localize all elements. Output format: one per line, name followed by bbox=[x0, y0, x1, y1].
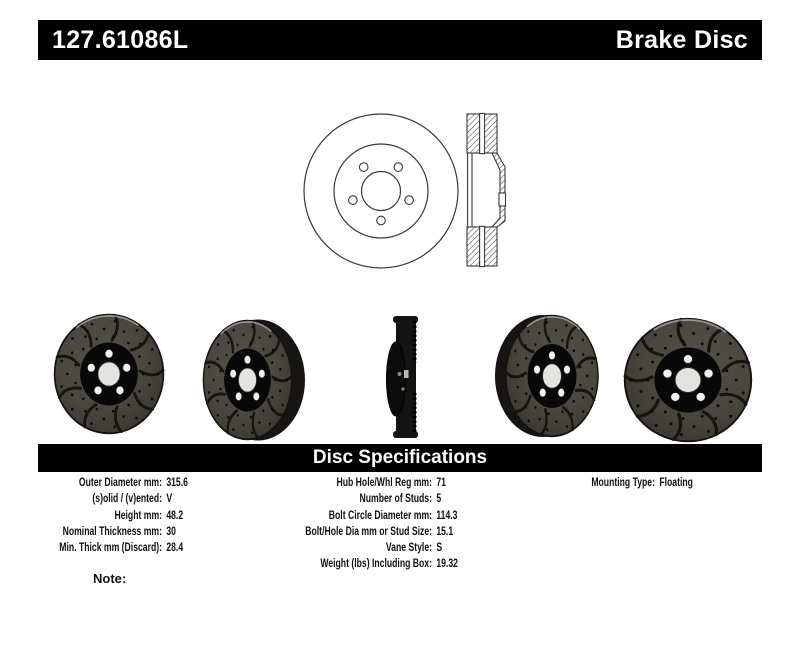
part-number: 127.61086L bbox=[52, 25, 189, 54]
spec-value: Floating bbox=[659, 475, 693, 489]
spec-value: V bbox=[166, 491, 173, 506]
header-bar bbox=[38, 20, 762, 60]
spec-label: Weight (lbs) Including Box: bbox=[320, 556, 432, 571]
spec-row bbox=[281, 474, 458, 490]
spec-label: Min. Thick mm (Discard): bbox=[59, 540, 162, 555]
spec-label: Bolt Circle Diameter mm: bbox=[328, 507, 432, 522]
spec-row bbox=[32, 474, 188, 490]
note-label: Note: bbox=[93, 571, 127, 586]
spec-row bbox=[32, 507, 188, 523]
spec-label: Outer Diameter mm: bbox=[78, 475, 162, 489]
spec-label: Nominal Thickness mm: bbox=[62, 523, 162, 538]
spec-value: 315.6 bbox=[166, 475, 188, 489]
spec-row bbox=[281, 539, 458, 555]
spec-section-title: Disc Specifications bbox=[312, 447, 488, 468]
rotor-photo-front-left bbox=[55, 315, 164, 434]
spec-value: 30 bbox=[166, 523, 176, 538]
rotor-photo-angled-left bbox=[203, 320, 305, 441]
spec-value: 19.32 bbox=[436, 556, 458, 571]
spec-value: 5 bbox=[436, 491, 442, 506]
spec-row bbox=[32, 523, 188, 539]
spec-label: Mounting Type: bbox=[591, 475, 655, 489]
rotor-photo-side bbox=[387, 316, 419, 438]
spec-label: Number of Studs: bbox=[359, 491, 432, 506]
spec-section-bar bbox=[38, 444, 762, 472]
spec-label: Hub Hole/Whl Reg mm: bbox=[336, 475, 432, 489]
spec-column-left bbox=[32, 474, 188, 555]
spec-label: Height mm: bbox=[114, 507, 162, 522]
spec-value: 71 bbox=[436, 475, 446, 489]
spec-row bbox=[32, 490, 188, 506]
spec-value: 114.3 bbox=[436, 507, 458, 522]
spec-row bbox=[281, 490, 458, 506]
cross-section-diagram bbox=[467, 113, 506, 266]
spec-value: 28.4 bbox=[166, 540, 184, 555]
spec-column-middle bbox=[281, 474, 458, 572]
spec-label: Vane Style: bbox=[385, 540, 432, 555]
spec-value: 15.1 bbox=[436, 523, 454, 538]
front-view-diagram bbox=[304, 114, 458, 268]
spec-label: Bolt/Hole Dia mm or Stud Size: bbox=[305, 523, 432, 538]
rotor-photo-angled-right bbox=[495, 315, 598, 437]
spec-column-right bbox=[554, 474, 693, 490]
spec-value: S bbox=[436, 540, 443, 555]
spec-row bbox=[32, 539, 188, 555]
spec-row bbox=[281, 555, 458, 571]
spec-row bbox=[281, 507, 458, 523]
spec-value: 48.2 bbox=[166, 507, 184, 522]
product-title: Brake Disc bbox=[615, 25, 748, 54]
spec-row bbox=[281, 523, 458, 539]
spec-label: (s)olid / (v)ented: bbox=[92, 491, 162, 506]
rotor-photo-front-right bbox=[625, 319, 752, 442]
spec-row bbox=[554, 474, 693, 490]
